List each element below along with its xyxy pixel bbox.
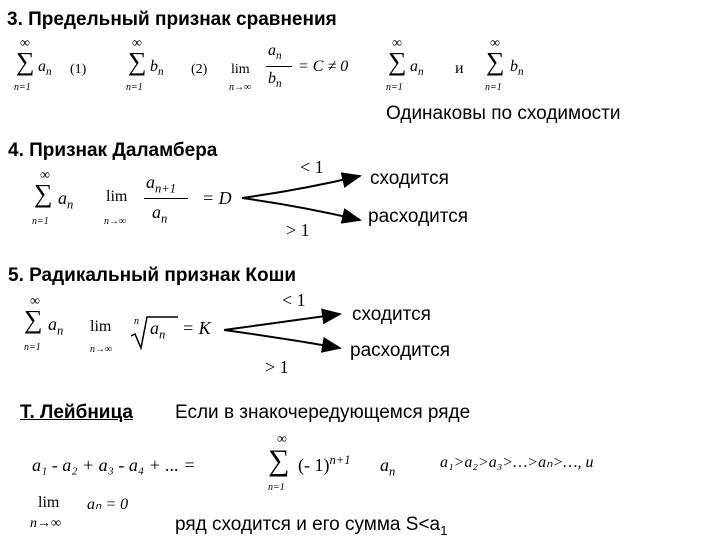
c-lim-word: lim [90, 318, 112, 335]
leibniz-text: Если в знакочередующемся ряде [175, 402, 471, 423]
leibniz-conclusion: ряд сходится и его сумма $S<a_1$ [175, 514, 448, 538]
sum2-term: $b_n$ [150, 58, 164, 79]
ratio-numerator: $a_n$ [268, 42, 282, 63]
c-sum-lower: n=1 [24, 342, 41, 353]
d-sum-term: $a_n$ [58, 188, 74, 212]
c-lim-sub: n→∞ [90, 344, 113, 355]
l-sum-upper: ∞ [277, 432, 287, 447]
d-numerator: $a_{n+1}$ [146, 172, 177, 196]
sum3-upper: ∞ [392, 36, 402, 51]
same-convergence-text: Одинаковы по сходимости [386, 103, 621, 124]
l-lim-word: lim [38, 494, 60, 511]
l-sign-term: (- 1)$^{n+1}$ [298, 453, 351, 475]
d-sum-lower: n=1 [32, 216, 49, 227]
d-sum-upper: ∞ [40, 168, 50, 183]
ratio-value: = C ≠ 0 [298, 58, 349, 75]
l-lim-sub: n→∞ [30, 516, 61, 531]
sum3-sigma: ∑ [388, 47, 407, 76]
sum4-upper: ∞ [490, 36, 500, 51]
series2-label: (2) [191, 62, 208, 77]
d-less-one: < 1 [300, 157, 324, 177]
heading-cauchy-root: 5. Радикальный признак Коши [8, 265, 297, 286]
sum2-lower: n=1 [126, 82, 143, 93]
sum2-upper: ∞ [132, 36, 142, 51]
d-lim-word: lim [106, 188, 128, 205]
l-lim-value: aₙ = 0 [87, 496, 129, 513]
c-greater-one: > 1 [265, 357, 289, 377]
d-denominator: $a_n$ [152, 202, 168, 226]
d-fraction-bar [144, 198, 188, 199]
alt-series: a₁ - a₂ + a₃ - a₄ + ... = [32, 455, 196, 475]
l-sum-term: $a_n$ [380, 455, 396, 479]
c-root-index: n [134, 316, 139, 327]
c-root-term: $a_n$ [150, 318, 166, 342]
sum1-term: $a_n$ [38, 58, 52, 79]
d-greater-one: > 1 [286, 220, 310, 240]
d-converges: сходится [370, 168, 449, 189]
c-sum-term: $a_n$ [48, 314, 64, 338]
leibniz-title: Т. Лейбница [20, 402, 133, 423]
and-word: и [455, 60, 464, 77]
heading-limit-comparison: 3. Предельный признак сравнения [7, 9, 337, 30]
c-value: = K [182, 318, 211, 338]
l-sum-lower: n=1 [268, 482, 285, 493]
d-diverges: расходится [368, 206, 469, 227]
sum4-lower: n=1 [485, 82, 502, 93]
sum3-lower: n=1 [386, 82, 403, 93]
d-sum-sigma: ∑ [34, 179, 53, 208]
d-lim-sub: n→∞ [104, 216, 127, 227]
sum4-sigma: ∑ [486, 47, 505, 76]
heading-dalembert: 4. Признак Даламбера [8, 140, 218, 161]
sum4-term: $b_n$ [510, 58, 524, 79]
decreasing-condition: a₁>a₂>a₃>…>aₙ>…, и [440, 454, 594, 471]
sum1-sigma: ∑ [16, 47, 35, 76]
sum3-term: $a_n$ [410, 58, 424, 79]
sum1-upper: ∞ [20, 36, 30, 51]
ratio-denominator: $b_n$ [268, 70, 282, 91]
lim1-sub: n→∞ [229, 82, 252, 93]
d-value: = D [202, 188, 232, 208]
ratio-fraction-bar [266, 66, 292, 67]
lim1-word: lim [231, 62, 250, 77]
c-less-one: < 1 [282, 290, 306, 310]
c-sum-sigma: ∑ [24, 305, 43, 334]
c-sum-upper: ∞ [30, 294, 40, 309]
l-sum-sigma: ∑ [268, 444, 290, 477]
c-diverges: расходится [350, 340, 451, 361]
series1-label: (1) [70, 62, 87, 77]
sum1-lower: n=1 [14, 82, 31, 93]
c-converges: сходится [352, 304, 431, 325]
sum2-sigma: ∑ [128, 47, 147, 76]
